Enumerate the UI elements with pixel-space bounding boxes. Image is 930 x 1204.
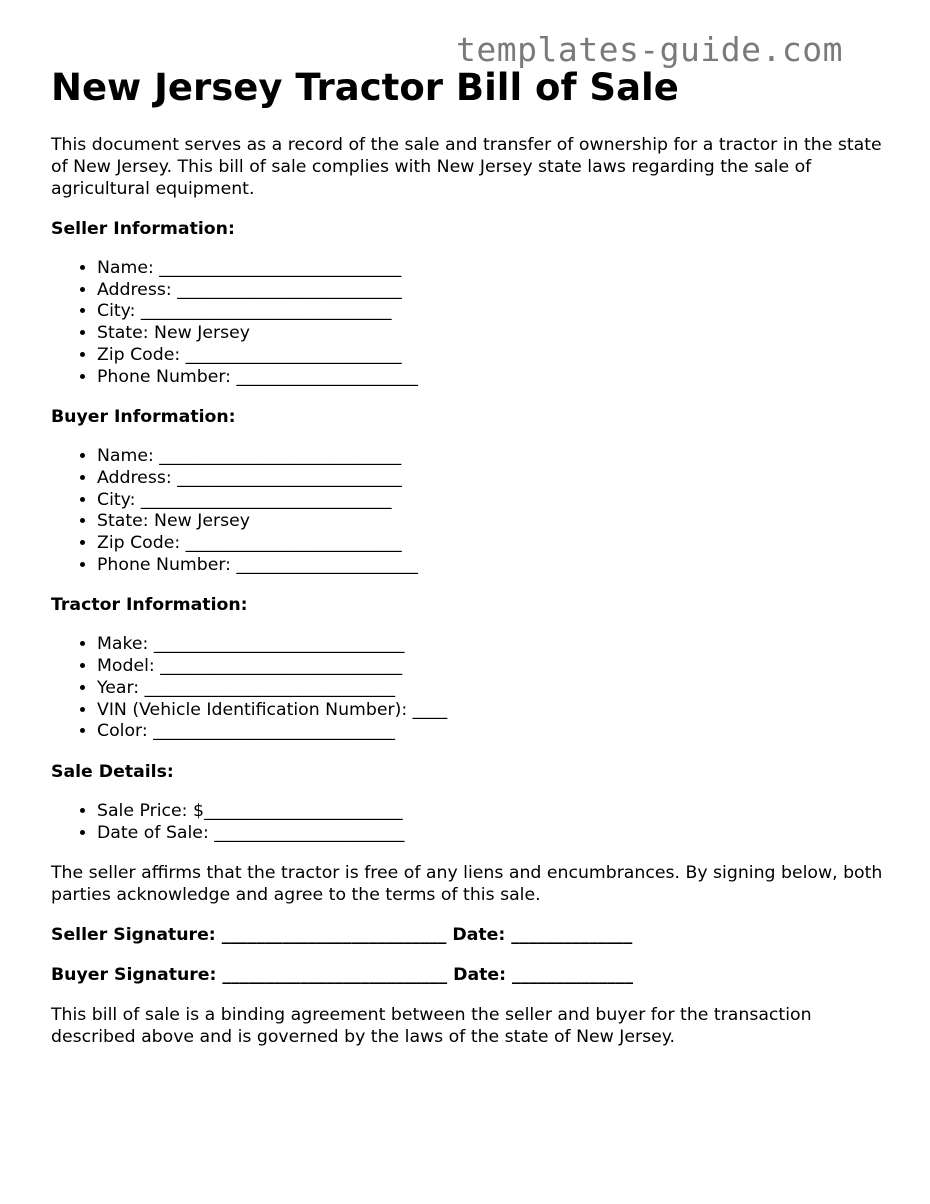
buyer-state-item: • State: New Jersey: [97, 511, 891, 533]
tractor-color-item: • Color: ____________________________: [97, 721, 891, 743]
seller-info-list: [51, 258, 891, 388]
buyer-name-item: • Name: ____________________________: [97, 446, 891, 468]
seller-state-item: • State: New Jersey: [97, 323, 891, 345]
sale-price-item: • Sale Price: $_______________________: [97, 801, 891, 823]
watermark: templates-guide.com: [456, 30, 843, 69]
seller-signature-line: [51, 924, 891, 946]
buyer-phone-item: • Phone Number: _____________________: [97, 555, 891, 577]
seller-section-heading: Seller Information:: [51, 219, 235, 239]
tractor-info-list: [51, 634, 891, 743]
sale-date-item: • Date of Sale: ______________________: [97, 823, 891, 845]
buyer-info-list: [51, 446, 891, 576]
document-page: [51, 64, 891, 1048]
seller-name-item: • Name: ____________________________: [97, 258, 891, 280]
sale-details-list: [51, 801, 891, 844]
seller-address-item: • Address: __________________________: [97, 280, 891, 302]
tractor-section-heading: Tractor Information:: [51, 595, 248, 616]
closing-paragraph: This bill of sale is a binding agreement between the seller and buyer for the transaction described above and is governed by the laws of the state of New Jersey.: [51, 1005, 812, 1048]
seller-signature-label: Seller Signature: __________________________ Date: ______________: [51, 925, 633, 946]
seller-city-item: • City: _____________________________: [97, 301, 891, 323]
intro-paragraph: This document serves as a record of the sale and transfer of ownership for a tractor in the state of New Jersey. This bill of sale complies with New Jersey state laws regarding the sale of agricultural equipment.: [51, 135, 882, 199]
seller-zip-item: • Zip Code: _________________________: [97, 345, 891, 367]
tractor-model-item: • Model: ____________________________: [97, 656, 891, 678]
tractor-make-item: • Make: _____________________________: [97, 634, 891, 656]
page-title: New Jersey Tractor Bill of Sale: [51, 66, 679, 109]
buyer-section-heading: Buyer Information:: [51, 407, 236, 428]
buyer-city-item: • City: _____________________________: [97, 490, 891, 512]
buyer-address-item: • Address: __________________________: [97, 468, 891, 490]
buyer-zip-item: • Zip Code: _________________________: [97, 533, 891, 555]
tractor-year-item: • Year: _____________________________: [97, 678, 891, 700]
buyer-signature-label: Buyer Signature: __________________________ Date: ______________: [51, 965, 633, 986]
buyer-signature-line: [51, 964, 891, 986]
tractor-vin-item: • VIN (Vehicle Identification Number): ____: [97, 700, 891, 722]
sale-section-heading: Sale Details:: [51, 761, 174, 782]
affirmation-paragraph: The seller affirms that the tractor is free of any liens and encumbrances. By signing below, both parties acknowledge and agree to the terms of this sale.: [51, 863, 883, 906]
seller-phone-item: • Phone Number: _____________________: [97, 367, 891, 389]
